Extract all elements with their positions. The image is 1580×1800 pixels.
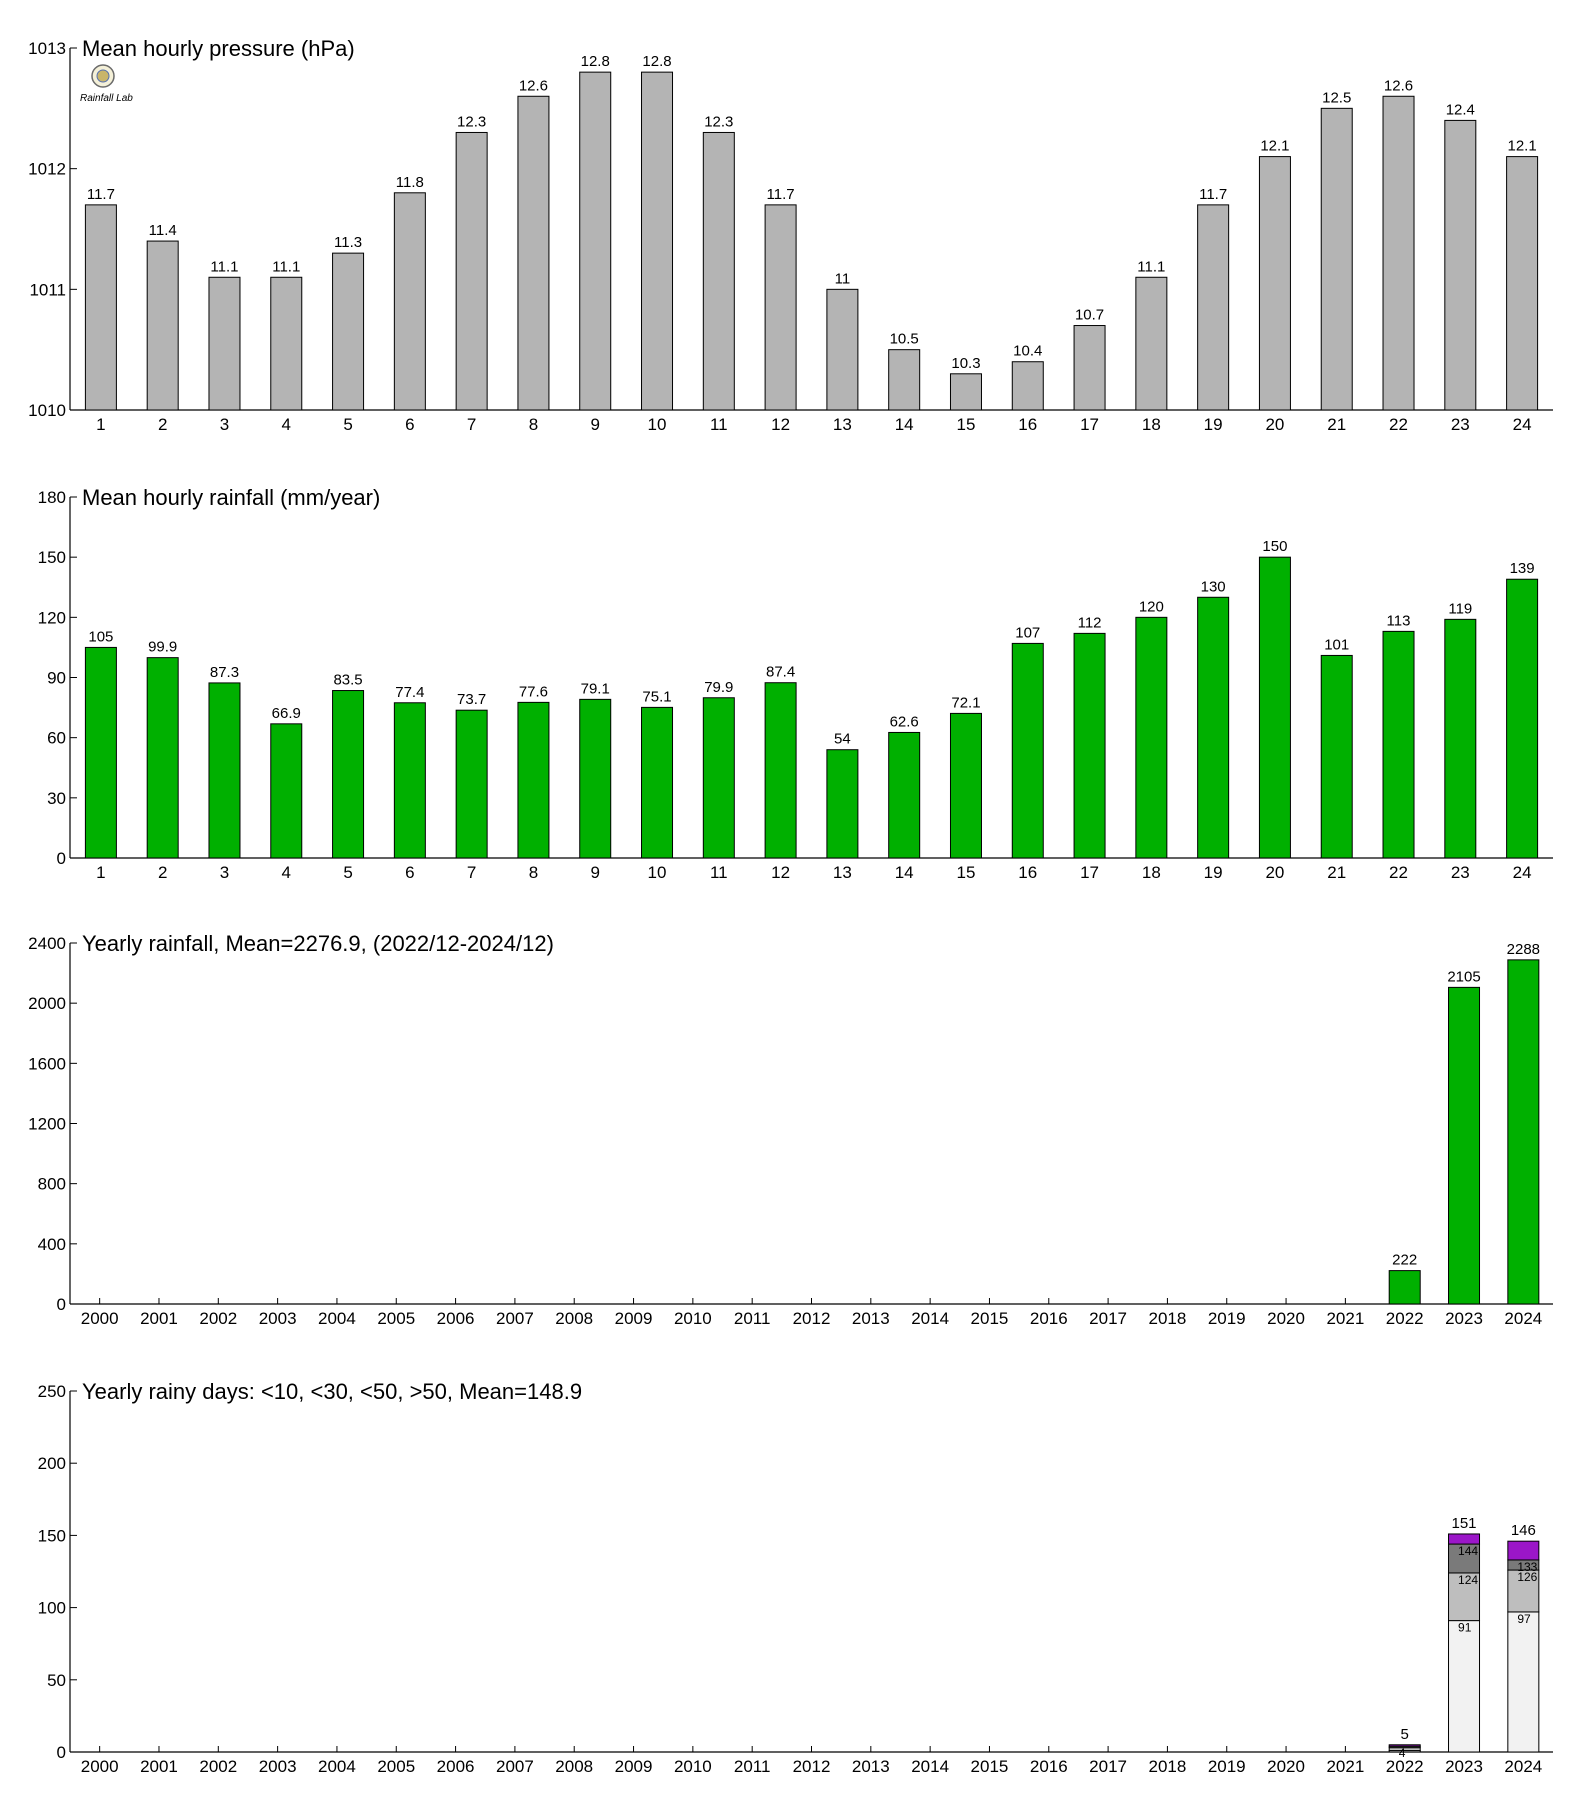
x-tick-label: 2003 [258,1309,297,1328]
bar [85,647,116,858]
y-tick-label: 1013 [28,39,66,58]
bar-value-label: 12.6 [518,77,549,95]
x-tick-label: 13 [832,863,852,882]
bar-value-label: 11.1 [272,258,301,276]
x-tick-label: 2000 [80,1309,119,1328]
x-tick-label: 2016 [1029,1309,1068,1328]
x-tick-label: 17 [1080,415,1100,434]
bar-value-label: 72.1 [951,694,981,712]
x-tick-label: 2011 [733,1309,771,1328]
segment-value-label: 126 [1517,1570,1538,1585]
x-tick-label: 2018 [1148,1757,1187,1776]
y-tick-label: 1011 [29,280,66,300]
x-tick-label: 19 [1203,415,1223,434]
bar-value-label: 12.1 [1507,137,1537,155]
x-tick-label: 2014 [911,1757,950,1776]
x-tick-label: 2024 [1504,1757,1543,1776]
x-tick-label: 15 [956,415,976,434]
x-tick-label: 2007 [495,1757,534,1776]
x-tick-label: 2006 [436,1757,475,1776]
segment-value-label: 4 [1398,1746,1406,1761]
y-tick-label: 0 [56,849,66,868]
bar [580,72,611,410]
chart-title: Mean hourly rainfall (mm/year) [82,485,381,510]
bar-value-label: 12.3 [704,113,734,131]
x-tick-label: 22 [1389,415,1408,434]
x-tick-label: 4 [281,415,292,434]
bar-value-label: 150 [1262,538,1288,556]
stack-segment [1389,1745,1420,1746]
bar [1074,326,1105,410]
x-tick-label: 2010 [673,1309,712,1328]
bar [1321,108,1352,410]
chart-hourly-rain [38,485,1553,882]
bar-value-label: 101 [1324,636,1350,654]
y-tick-label: 1200 [28,1114,66,1134]
x-tick-label: 8 [528,415,539,434]
bar [1259,557,1290,858]
x-tick-label: 2021 [1326,1757,1365,1776]
y-tick-label: 90 [47,668,66,688]
bar [1012,362,1043,410]
x-tick-label: 2012 [792,1309,831,1328]
bar [950,374,981,410]
chart-title: Yearly rainy days: <10, <30, <50, >50, Mean=148.9 [82,1379,583,1404]
bar-value-label: 11.1 [210,258,239,276]
bar-value-label: 12.1 [1260,137,1290,155]
bar-value-label: 11.3 [334,234,363,252]
bar-value-label: 130 [1200,578,1226,596]
bar [271,277,302,410]
bar-value-label: 112 [1077,614,1102,632]
y-tick-label: 1012 [28,159,66,179]
y-tick-label: 800 [37,1174,66,1194]
bar [271,724,302,858]
x-tick-label: 2004 [318,1309,356,1328]
bar-value-label: 222 [1392,1251,1418,1269]
bar [827,289,858,410]
y-tick-label: 50 [47,1670,66,1690]
x-tick-label: 10 [647,415,667,434]
y-tick-label: 400 [37,1234,66,1254]
bar-value-label: 99.9 [148,638,178,656]
y-tick-label: 150 [37,548,66,568]
bar-value-label: 113 [1386,612,1411,630]
bar [456,132,487,410]
x-tick-label: 2016 [1029,1757,1068,1776]
y-tick-label: 60 [47,728,66,748]
bar-value-label: 120 [1138,598,1164,616]
bar-value-label: 77.4 [395,683,425,701]
bar [1389,1271,1420,1304]
stack-total-label: 5 [1400,1725,1409,1743]
bar [1445,619,1476,858]
x-tick-label: 2015 [970,1309,1009,1328]
bar-value-label: 83.5 [333,671,363,689]
x-tick-label: 6 [405,415,415,434]
x-tick-label: 20 [1265,415,1285,434]
x-tick-label: 24 [1512,863,1532,882]
bar [950,713,981,858]
bar [394,193,425,410]
x-tick-label: 2005 [377,1309,416,1328]
x-tick-label: 2008 [555,1757,594,1776]
bar [147,658,178,858]
x-tick-label: 19 [1203,863,1223,882]
y-tick-label: 2000 [28,994,66,1014]
bar-value-label: 2288 [1506,940,1541,958]
bar-value-label: 11.8 [395,173,424,191]
bar [333,691,364,858]
bar-value-label: 12.6 [1383,77,1414,95]
chart-rainy-days [38,1379,1553,1776]
rainfall-lab-seal-logo-inner [97,70,109,82]
bar [1508,960,1539,1304]
bar-value-label: 12.8 [580,53,610,71]
x-tick-label: 2019 [1207,1757,1246,1776]
x-tick-label: 7 [466,415,477,434]
bar [1321,655,1352,858]
bar [1383,631,1414,858]
x-tick-label: 2010 [673,1757,712,1776]
x-tick-label: 2005 [377,1757,416,1776]
bar-value-label: 11.7 [766,185,795,203]
bar-value-label: 12.3 [457,113,487,131]
x-tick-label: 2001 [140,1757,178,1776]
bar-value-label: 73.7 [457,691,487,709]
stack-total-label: 151 [1451,1514,1477,1532]
x-tick-label: 5 [343,863,353,882]
bar-value-label: 10.5 [889,330,919,348]
bar [889,350,920,410]
logo-text: Rainfall Lab [80,93,133,104]
logo [80,65,133,104]
x-tick-label: 12 [771,863,791,882]
chart-yearly-rain [28,931,1553,1328]
x-tick-label: 7 [466,863,477,882]
bar [209,277,240,410]
stack-total-label: 146 [1510,1522,1536,1540]
bar-value-label: 11 [834,270,851,288]
segment-value-label: 91 [1458,1620,1472,1635]
bar [703,132,734,410]
bar-value-label: 10.7 [1074,306,1105,324]
bar [1012,643,1043,858]
x-tick-label: 6 [405,863,415,882]
segment-value-label: 144 [1458,1544,1479,1559]
x-tick-label: 2013 [851,1757,890,1776]
bar [1507,579,1538,858]
x-tick-label: 23 [1450,863,1470,882]
x-tick-label: 12 [771,415,791,434]
bar-value-label: 11.1 [1137,258,1166,276]
bar-value-label: 79.1 [580,680,610,698]
x-tick-label: 2022 [1385,1757,1424,1776]
bar-value-label: 10.4 [1013,342,1043,360]
bar [394,703,425,858]
y-tick-label: 200 [37,1454,66,1474]
bar [1136,277,1167,410]
y-tick-label: 0 [56,1295,66,1314]
y-tick-label: 0 [56,1743,66,1762]
x-tick-label: 18 [1141,415,1161,434]
x-tick-label: 18 [1141,863,1161,882]
x-tick-label: 13 [832,415,852,434]
x-tick-label: 9 [590,863,600,882]
bar [518,702,549,858]
y-tick-label: 100 [37,1598,66,1618]
x-tick-label: 4 [281,863,292,882]
x-tick-label: 2023 [1445,1757,1483,1776]
x-tick-label: 2 [157,415,168,434]
bar-value-label: 2105 [1447,968,1481,986]
chart-pressure [28,36,1553,434]
x-tick-label: 2011 [733,1757,771,1776]
x-tick-label: 2019 [1207,1309,1246,1328]
x-tick-label: 2017 [1089,1309,1128,1328]
x-tick-label: 2014 [911,1309,950,1328]
bar [580,699,611,858]
bar-value-label: 87.3 [209,663,240,681]
x-tick-label: 14 [894,863,914,882]
bar-value-label: 66.9 [271,704,301,722]
bar [85,205,116,410]
bar-value-label: 12.5 [1322,89,1352,107]
stack-segment [1508,1612,1539,1752]
y-tick-label: 1010 [28,401,66,420]
bar-value-label: 119 [1448,600,1473,618]
y-tick-label: 2400 [28,934,66,953]
x-tick-label: 2009 [614,1757,653,1776]
x-tick-label: 2012 [792,1757,831,1776]
bar [703,698,734,858]
bar [518,96,549,410]
bar-value-label: 79.9 [704,678,734,696]
x-tick-label: 2002 [199,1309,238,1328]
x-tick-label: 2018 [1148,1309,1187,1328]
x-tick-label: 22 [1389,863,1408,882]
y-tick-label: 30 [47,788,66,808]
bar-value-label: 10.3 [951,354,981,372]
x-tick-label: 2001 [140,1309,178,1328]
x-tick-label: 9 [590,415,600,434]
bar [1445,120,1476,410]
x-tick-label: 1 [96,415,106,434]
bar-value-label: 87.4 [766,663,796,681]
bar-value-label: 12.8 [642,53,672,71]
bar [1198,597,1229,858]
x-tick-label: 2002 [199,1757,238,1776]
bar-value-label: 77.6 [518,683,549,701]
chart-title: Mean hourly pressure (hPa) [82,36,355,61]
x-tick-label: 23 [1450,415,1470,434]
x-tick-label: 17 [1080,863,1100,882]
x-tick-label: 2008 [555,1309,594,1328]
y-tick-label: 250 [37,1382,66,1401]
x-tick-label: 3 [219,863,230,882]
bar [765,205,796,410]
bar-value-label: 62.6 [889,713,919,731]
x-tick-label: 2 [157,863,168,882]
x-tick-label: 2013 [851,1309,890,1328]
bar [1507,157,1538,410]
x-tick-label: 2020 [1267,1757,1305,1776]
segment-value-label: 124 [1458,1572,1479,1587]
bar [1136,617,1167,858]
x-tick-label: 24 [1512,415,1532,434]
bar [147,241,178,410]
x-tick-label: 1 [96,863,106,882]
stack-segment [1508,1541,1539,1560]
x-tick-label: 2021 [1326,1309,1365,1328]
bar [1383,96,1414,410]
x-tick-label: 2017 [1089,1757,1128,1776]
x-tick-label: 15 [956,863,976,882]
bar-value-label: 12.4 [1445,101,1475,119]
bar-value-label: 11.7 [1199,185,1228,203]
x-tick-label: 8 [528,863,539,882]
x-tick-label: 2007 [495,1309,534,1328]
x-tick-label: 2024 [1504,1309,1543,1328]
bar [1259,157,1290,410]
bar [1449,987,1480,1304]
bar [209,683,240,858]
stack-segment [1449,1534,1480,1544]
x-tick-label: 21 [1327,415,1347,434]
bar-value-label: 75.1 [642,688,672,706]
segment-value-label: 97 [1517,1611,1531,1626]
x-tick-label: 11 [709,863,728,882]
x-tick-label: 2000 [80,1757,119,1776]
bar [827,750,858,858]
x-tick-label: 2009 [614,1309,653,1328]
bar [456,710,487,858]
bar [765,683,796,858]
bar-value-label: 107 [1015,624,1041,642]
x-tick-label: 20 [1265,863,1285,882]
x-tick-label: 5 [343,415,353,434]
y-tick-label: 180 [37,488,66,507]
stack-segment [1449,1621,1480,1752]
bar [642,707,673,858]
x-tick-label: 2023 [1445,1309,1483,1328]
y-tick-label: 150 [37,1526,66,1546]
bar-value-label: 105 [88,628,114,646]
chart-title: Yearly rainfall, Mean=2276.9, (2022/12-2024/12) [82,931,554,956]
y-tick-label: 120 [37,608,66,628]
x-tick-label: 21 [1327,863,1347,882]
bar-value-label: 139 [1509,560,1535,578]
bar [1198,205,1229,410]
x-tick-label: 14 [894,415,914,434]
x-tick-label: 2015 [970,1757,1009,1776]
x-tick-label: 2020 [1267,1309,1305,1328]
x-tick-label: 16 [1018,415,1038,434]
x-tick-label: 2022 [1385,1309,1424,1328]
bar [1074,633,1105,858]
x-tick-label: 3 [219,415,230,434]
x-tick-label: 2006 [436,1309,475,1328]
x-tick-label: 2003 [258,1757,297,1776]
y-tick-label: 1600 [28,1054,66,1074]
segment-value-label: 133 [1517,1559,1538,1574]
x-tick-label: 11 [709,415,728,434]
bar-value-label: 11.4 [148,222,177,240]
bar-value-label: 54 [834,730,851,748]
bar [889,732,920,858]
bar [333,253,364,410]
x-tick-label: 16 [1018,863,1038,882]
bar-value-label: 11.7 [86,185,115,203]
x-tick-label: 2004 [318,1757,356,1776]
bar [642,72,673,410]
x-tick-label: 10 [647,863,667,882]
